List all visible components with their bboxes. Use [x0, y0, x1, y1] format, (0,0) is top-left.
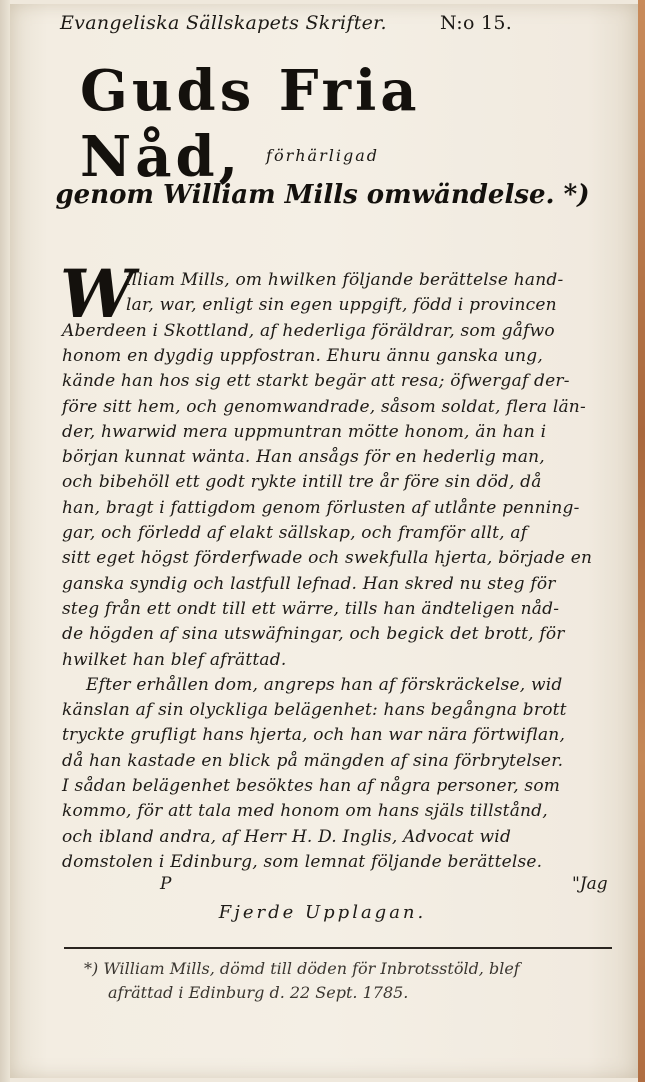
body-line: der, hwarwid mera uppmuntran mötte honom, än han i: [62, 421, 547, 442]
body-line: och ibland andra, af Herr H. D. Inglis, Advocat wid: [62, 826, 512, 847]
body-line: de högden af sina utswäfningar, och begick det brott, för: [62, 624, 565, 645]
subtitle-line-2: genom William Mills omwändelse. *): [55, 180, 590, 210]
edition-note: Fjerde Upplagan.: [218, 902, 427, 923]
body-line: hwilket han blef afrättad.: [62, 649, 287, 670]
body-line: domstolen i Edinburg, som lemnat följande berättelse.: [62, 851, 543, 872]
body-line: före sitt hem, och genomwandrade, såsom soldat, flera län-: [62, 396, 586, 417]
body-line: och bibehöll ett godt rykte intill tre år före sin död, då: [62, 472, 542, 493]
body-line: tryckte grufligt hans hjerta, och han war nära förtwiflan,: [62, 725, 566, 746]
drop-cap: W: [60, 255, 135, 333]
body-line: Efter erhållen dom, angreps han af förskräckelse, wid: [86, 674, 563, 695]
body-line: känslan af sin olyckliga belägenhet: hans begångna brott: [62, 700, 567, 721]
main-title: Guds Fria Nåd,: [80, 58, 421, 190]
body-line: kände han hos sig ett starkt begär att resa; öfwergaf der-: [62, 371, 570, 392]
body-line: då han kastade en blick på mängden af sina förbrytelser.: [62, 750, 564, 771]
body-line: I sådan belägenhet besöktes han af några personer, som: [62, 776, 561, 796]
running-head: [60, 12, 620, 34]
signature-mark: P: [160, 874, 172, 894]
body-line: steg från ett ondt till ett wärre, tills han ändteligen nåd-: [62, 598, 560, 619]
body-line: illiam Mills, om hwilken följande berättelse hand-: [126, 270, 564, 290]
subtitle-line-1: förhärligad: [266, 146, 379, 165]
body-line: Aberdeen i Skottland, af hederliga föräldrar, som gåfwo: [62, 320, 555, 341]
series-title: Evangeliska Sällskapets Skrifter.: [60, 12, 387, 34]
body-line: honom en dygdig uppfostran. Ehuru ännu ganska ung,: [62, 345, 543, 366]
body-line: gar, och förledd af elakt sällskap, och framför allt, af: [62, 523, 528, 543]
body-line: lar, war, enligt sin egen uppgift, född i provincen: [126, 295, 557, 316]
body-line: början kunnat wänta. Han ansågs för en hederlig man,: [62, 447, 545, 468]
footnote-line-2: afrättad i Edinburg d. 22 Sept. 1785.: [108, 983, 409, 1002]
body-line: kommo, för att tala med honom om hans själs tillstånd,: [62, 801, 548, 822]
body-line: ganska syndig och lastfull lefnad. Han skred nu steg för: [62, 573, 556, 594]
catchword: "Jag: [572, 874, 608, 894]
issue-number: N:o 15.: [440, 12, 513, 34]
footnote-rule: [64, 947, 612, 949]
body-line: han, bragt i fattigdom genom förlusten af utlånte penning-: [62, 497, 580, 518]
footnote-line-1: *) William Mills, dömd till döden för Inbrotsstöld, blef: [84, 959, 520, 978]
body-line: sitt eget högst förderfwade och swekfulla hjerta, började en: [62, 548, 593, 569]
